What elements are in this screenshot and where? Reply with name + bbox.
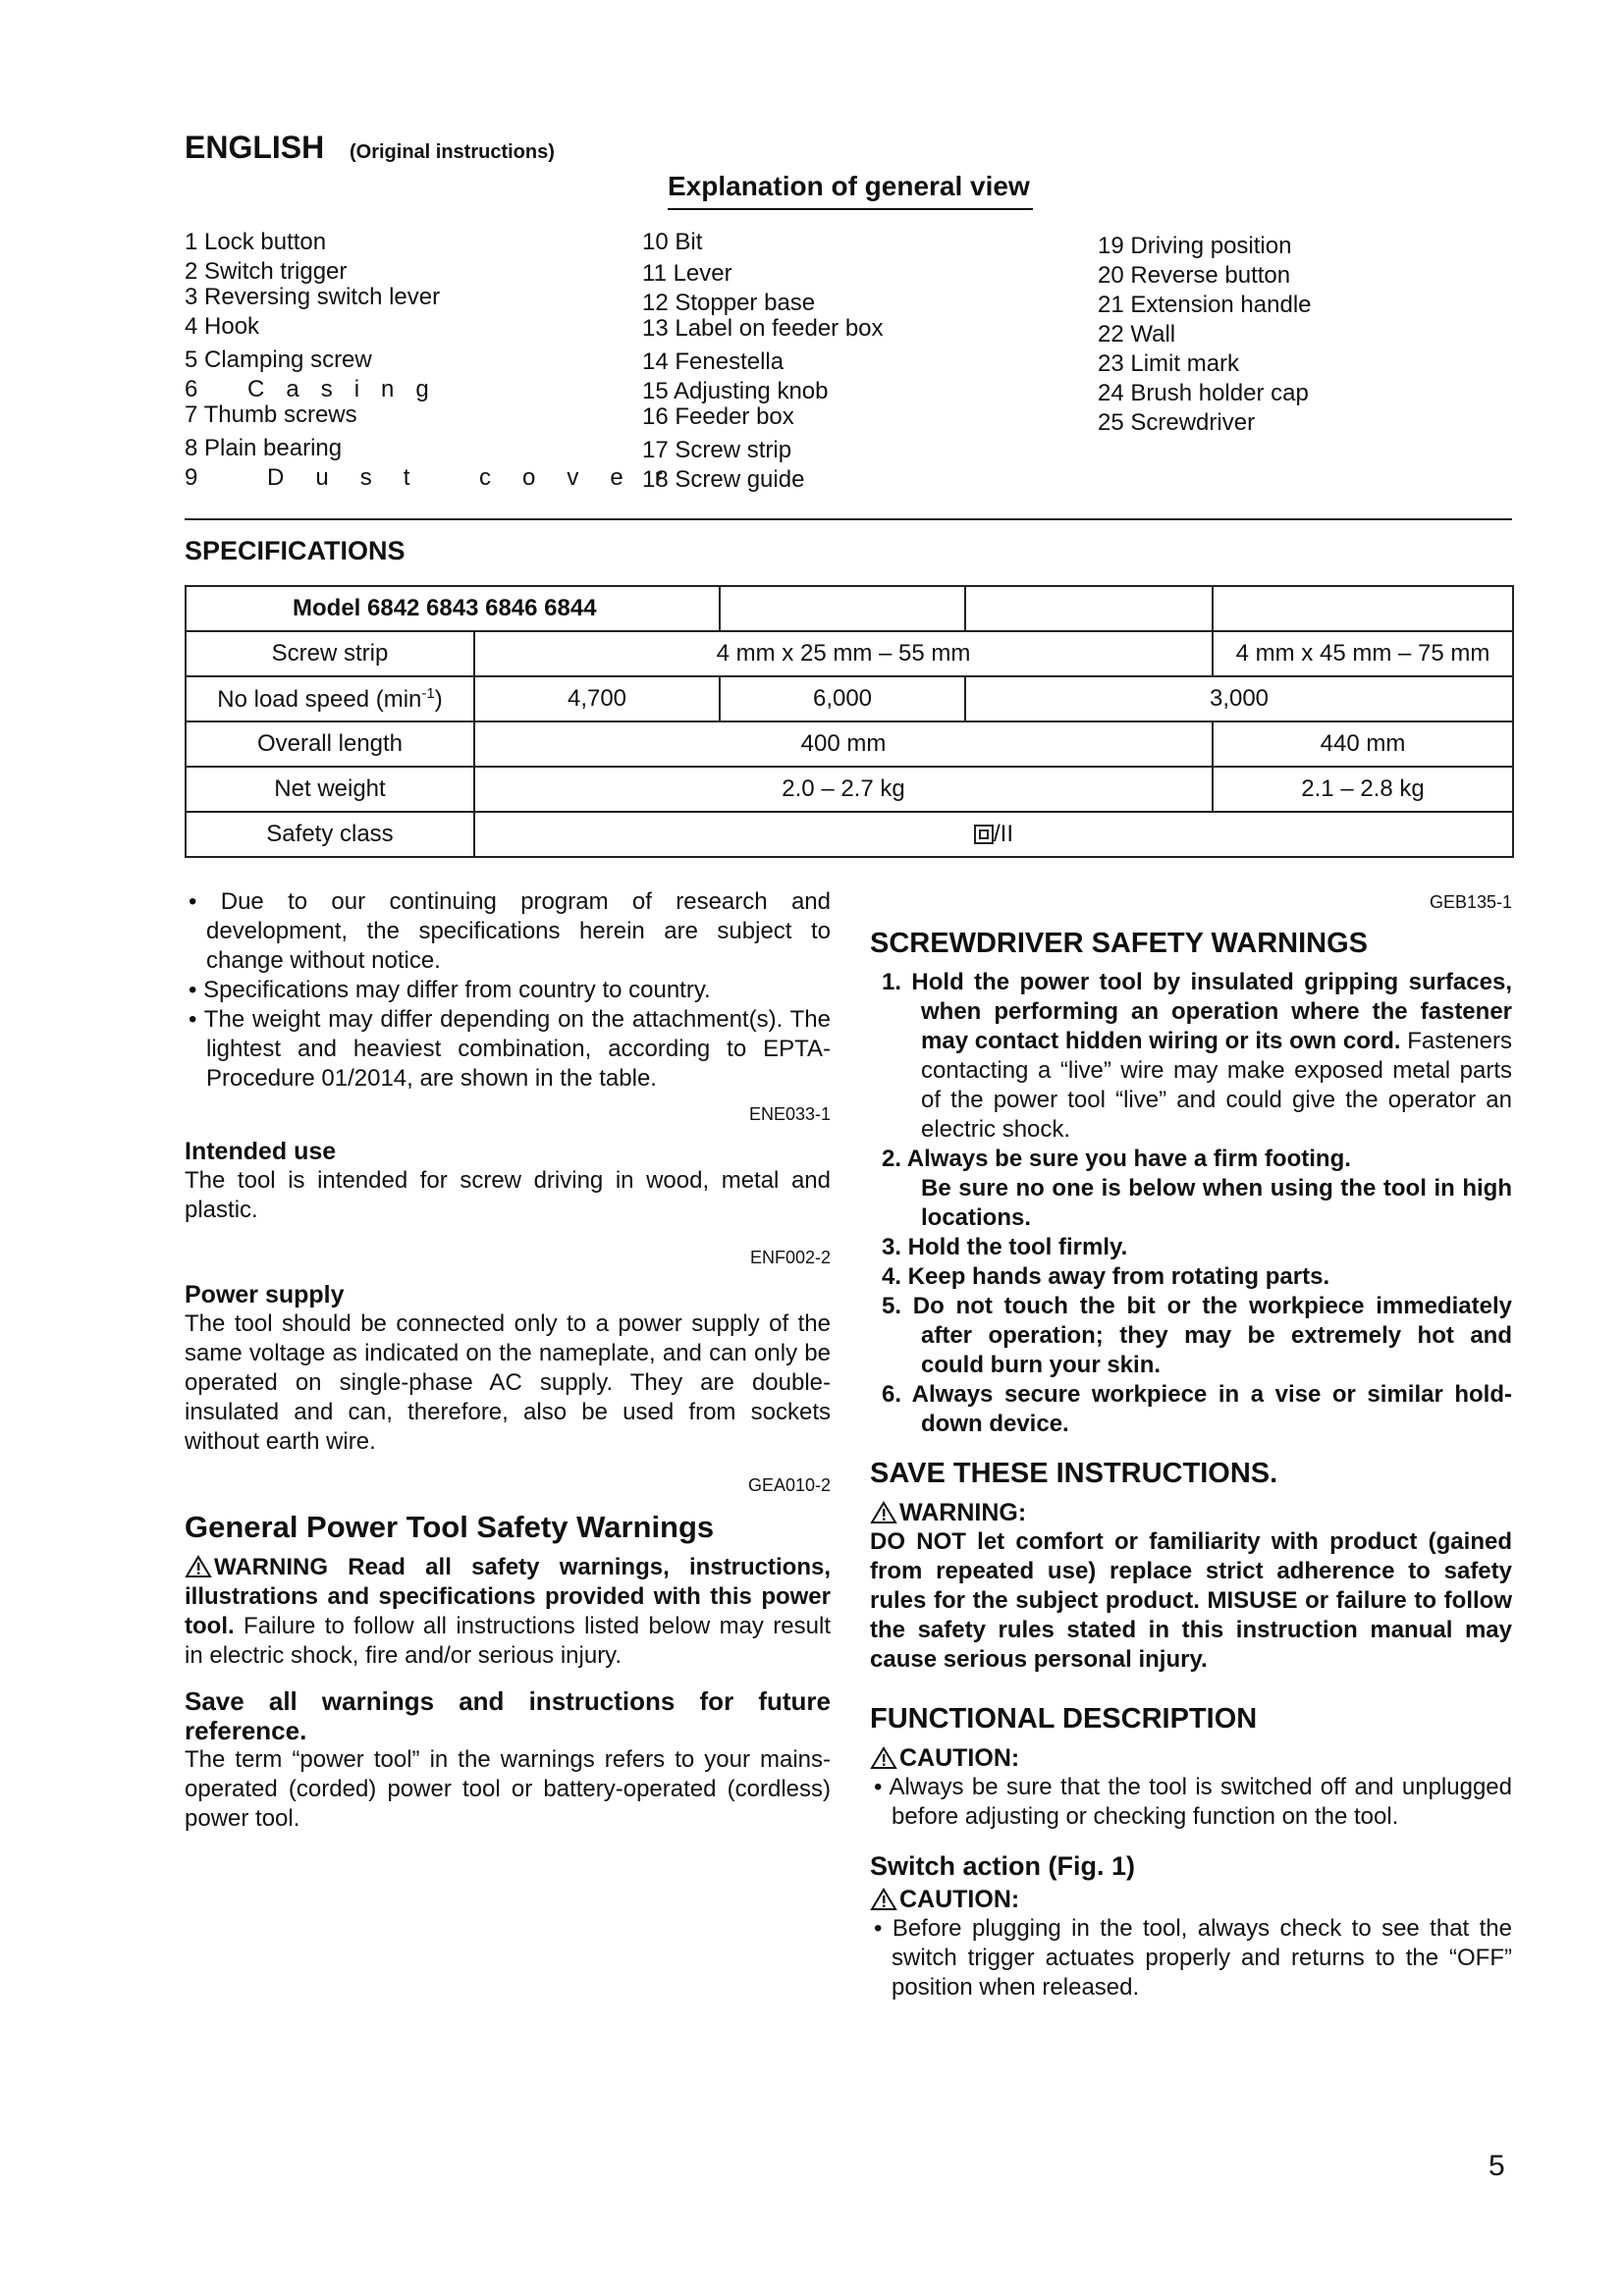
right-column [870,887,1512,2002]
screwdriver-warnings-title: SCREWDRIVER SAFETY WARNINGS [870,928,1369,959]
warning-triangle-icon [185,1555,212,1578]
doc-code: ENF002-2 [749,1248,831,1267]
row-label: Screw strip [186,631,474,676]
language-heading: ENGLISH [185,130,325,165]
row-label: Safety class [186,812,474,857]
warning-item-1-bold: 1. Hold the power tool by insulated gripping surfaces, when performing an operation where the fastener may contact hidden wiring or its own cord. [882,969,1512,1054]
doc-code: GEB135-1 [1429,892,1512,912]
table-row [186,586,1513,631]
caution-label-text: CAUTION: [899,1886,1020,1913]
caution-text: • Always be sure that the tool is switched off and unplugged before adjusting or checking function on the tool. [874,1774,1512,1830]
parts-column-3 [1098,232,1312,438]
part-item: 22 Wall [1098,321,1176,347]
caution-label [870,1885,1512,1914]
speed-label-sup: -1 [421,684,435,702]
power-supply-text: The tool should be connected only to a power supply of the same voltage as indicated on the nameplate, and can only be operated on single-phase AC supply. They are double-insulated and can, therefore, also be used from sockets without earth wire. [185,1310,831,1455]
caution-text: • Before plugging in the tool, always check to see that the switch trigger actuates properly and returns to the “OFF” position when released. [874,1915,1512,2001]
general-warning-paragraph [185,1553,831,1671]
part-item: 6 Casing [185,376,451,402]
safety-class-value: /II [993,821,1013,847]
page-number: 5 [1489,2150,1505,2182]
part-item: 15 Adjusting knob [642,378,829,404]
part-item: 12 Stopper base [642,290,816,316]
intended-use-text: The tool is intended for screw driving in wood, metal and plastic. [185,1167,831,1223]
save-warnings-title: Save all warnings and instructions for future reference. [185,1686,831,1745]
model-header: Model 6842 6843 6846 6844 [186,586,720,631]
spec-note: • Due to our continuing program of research and development, the specifications herein are subject to change without notice. [189,888,831,974]
table-cell: 4,700 [474,676,720,721]
warning-item-6: 6. Always secure workpiece in a vise or similar hold-down device. [882,1381,1512,1437]
warning-item-4: 4. Keep hands away from rotating parts. [882,1263,1330,1290]
table-cell: 4 mm x 45 mm – 75 mm [1213,631,1513,676]
save-instructions-title: SAVE THESE INSTRUCTIONS. [870,1458,1278,1489]
save-warnings-text: The term “power tool” in the warnings refers to your mains-operated (corded) power tool or battery-operated (cordless) power tool. [185,1746,831,1832]
table-cell: 4 mm x 25 mm – 55 mm [474,631,1213,676]
part-item: 17 Screw strip [642,437,792,463]
table-cell: 6,000 [720,676,965,721]
table-cell: 400 mm [474,721,1213,767]
part-item: 3 Reversing switch lever [185,284,441,310]
parts-column-1 [185,228,694,493]
speed-label-close: ) [434,685,443,713]
doc-code: GEA010-2 [747,1475,831,1495]
table-row [186,721,1513,767]
table-cell [720,586,965,631]
section-divider [185,518,1512,520]
caution-label-text: CAUTION: [899,1744,1020,1772]
functional-description-title: FUNCTIONAL DESCRIPTION [870,1703,1258,1735]
part-item: 11 Lever [642,260,732,287]
warning-label-text: WARNING: [899,1499,1027,1526]
specifications-table [185,585,1514,858]
power-supply-title: Power supply [185,1281,345,1308]
speed-label-text: No load speed (min [217,685,422,713]
row-label [186,676,474,721]
part-item: 14 Fenestella [642,348,785,375]
left-column [185,887,831,1834]
warning-text: DO NOT let comfort or familiarity with product (gained from repeated use) replace strict adherence to safety rules for the subject product. MISUSE or failure to follow the safety rules stated in this instruction manual may cause serious personal injury. [870,1528,1512,1673]
row-label: Overall length [186,721,474,767]
part-item: 1 Lock button [185,229,327,255]
table-row [186,767,1513,812]
double-insulation-icon [974,825,994,844]
table-cell: 3,000 [965,676,1513,721]
table-row [186,676,1513,721]
general-warnings-title: General Power Tool Safety Warnings [185,1510,715,1544]
table-cell [474,812,1513,857]
part-item: 5 Clamping screw [185,347,372,373]
part-item: 8 Plain bearing [185,435,343,461]
caution-triangle-icon [870,1746,897,1770]
part-item: 16 Feeder box [642,403,794,430]
specifications-title: SPECIFICATIONS [185,536,406,565]
part-item: 25 Screwdriver [1098,409,1256,436]
explanation-title: Explanation of general view [668,171,1033,210]
warning-item-1-text: Fasteners contacting a “live” wire may make exposed metal parts of the power tool “live” and could give the operator an electric shock. [921,1028,1512,1143]
part-item: 24 Brush holder cap [1098,380,1309,406]
table-row [186,631,1513,676]
part-item: 19 Driving position [1098,233,1292,259]
warning-triangle-icon [870,1501,897,1524]
warning-item-2: 2. Always be sure you have a firm footing. [882,1146,1351,1172]
part-item: 20 Reverse button [1098,262,1291,289]
warning-label [870,1498,1512,1527]
warning-item-5: 5. Do not touch the bit or the workpiece immediately after operation; they may be extremely hot and could burn your skin. [882,1293,1512,1378]
table-row [186,812,1513,857]
table-cell [1213,586,1513,631]
table-cell: 2.1 – 2.8 kg [1213,767,1513,812]
part-item: 9 Dust cover [185,464,694,491]
subtitle: (Original instructions) [350,141,555,163]
spec-note: • Specifications may differ from country to country. [189,977,711,1003]
table-cell: 440 mm [1213,721,1513,767]
part-item: 10 Bit [642,229,703,255]
caution-label [870,1743,1512,1773]
intended-use-title: Intended use [185,1138,337,1165]
parts-column-2 [642,228,884,495]
part-item: 18 Screw guide [642,466,805,493]
caution-triangle-icon [870,1888,897,1911]
warning-item-2b: Be sure no one is below when using the tool in high locations. [921,1175,1512,1231]
part-item: 7 Thumb screws [185,401,357,428]
row-label: Net weight [186,767,474,812]
switch-action-title: Switch action (Fig. 1) [870,1851,1136,1881]
part-item: 13 Label on feeder box [642,315,884,342]
part-item: 2 Switch trigger [185,258,348,285]
part-item: 21 Extension handle [1098,292,1312,318]
table-cell [965,586,1213,631]
part-item: 4 Hook [185,313,260,340]
warning-item-3: 3. Hold the tool firmly. [882,1234,1128,1260]
warning-item-1 [870,968,1512,1145]
part-item: 23 Limit mark [1098,350,1240,377]
doc-code: ENE033-1 [748,1104,831,1124]
spec-note: • The weight may differ depending on the attachment(s). The lightest and heaviest combination, according to EPTA-Procedure 01/2014, are shown in the table. [189,1006,831,1092]
general-warning-bold: WARNING Read all safety warnings, instructions, illustrations and specifications provided with this power tool. [185,1554,831,1639]
general-warning-text: Failure to follow all instructions listed below may result in electric shock, fire and/or serious injury. [185,1613,831,1669]
table-cell: 2.0 – 2.7 kg [474,767,1213,812]
